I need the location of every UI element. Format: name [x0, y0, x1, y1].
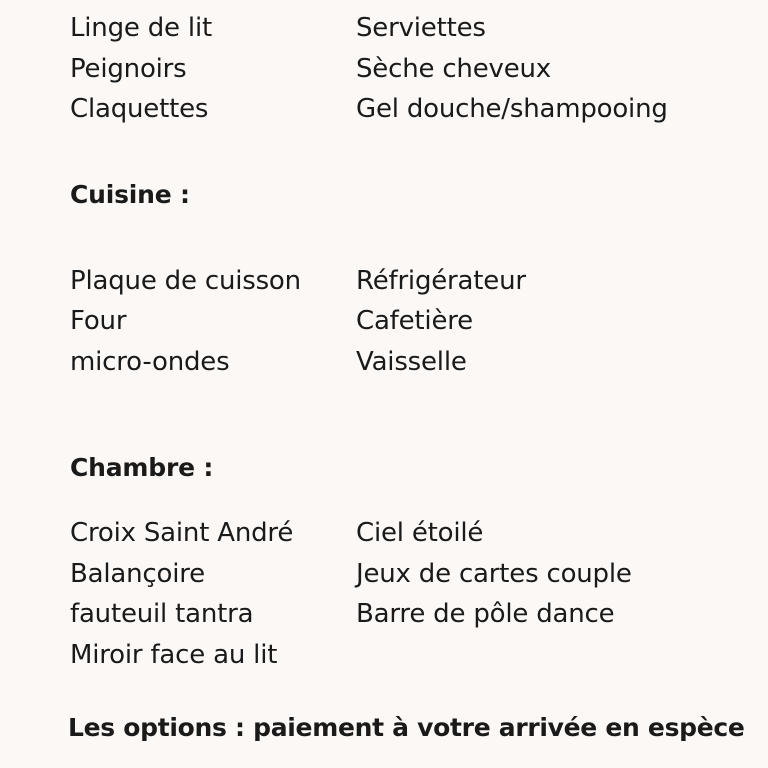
section-heading: Chambre : — [70, 453, 214, 482]
list-item — [0, 301, 768, 341]
amenity-item: Linge de lit — [70, 13, 212, 43]
amenity-item: Serviettes — [356, 13, 486, 43]
list-item — [0, 89, 768, 129]
amenity-item: Four — [70, 306, 127, 336]
amenity-item: Vaisselle — [356, 347, 467, 377]
amenity-item: Sèche cheveux — [356, 54, 551, 84]
amenity-item: Réfrigérateur — [356, 266, 526, 296]
amenity-item: Miroir face au lit — [70, 640, 278, 670]
amenity-item: fauteuil tantra — [70, 599, 254, 629]
amenity-item: Cafetière — [356, 306, 473, 336]
amenity-item: micro-ondes — [70, 347, 230, 377]
list-item — [0, 513, 768, 553]
amenity-item: Croix Saint André — [70, 518, 294, 548]
amenity-item: Ciel étoilé — [356, 518, 484, 548]
list-item — [0, 8, 768, 48]
options-payment-note: Les options : paiement à votre arrivée en espèce — [68, 713, 745, 742]
list-item — [0, 594, 768, 634]
list-item — [0, 49, 768, 89]
list-item — [0, 554, 768, 594]
amenity-item: Gel douche/shampooing — [356, 94, 668, 124]
section-heading: Cuisine : — [70, 180, 190, 209]
amenity-item: Barre de pôle dance — [356, 599, 615, 629]
list-item — [0, 635, 768, 675]
amenity-item: Plaque de cuisson — [70, 266, 301, 296]
list-item — [0, 261, 768, 301]
amenity-item: Claquettes — [70, 94, 209, 124]
amenity-item: Balançoire — [70, 559, 205, 589]
list-item — [0, 342, 768, 382]
amenity-item: Peignoirs — [70, 54, 187, 84]
amenity-item: Jeux de cartes couple — [356, 559, 632, 589]
